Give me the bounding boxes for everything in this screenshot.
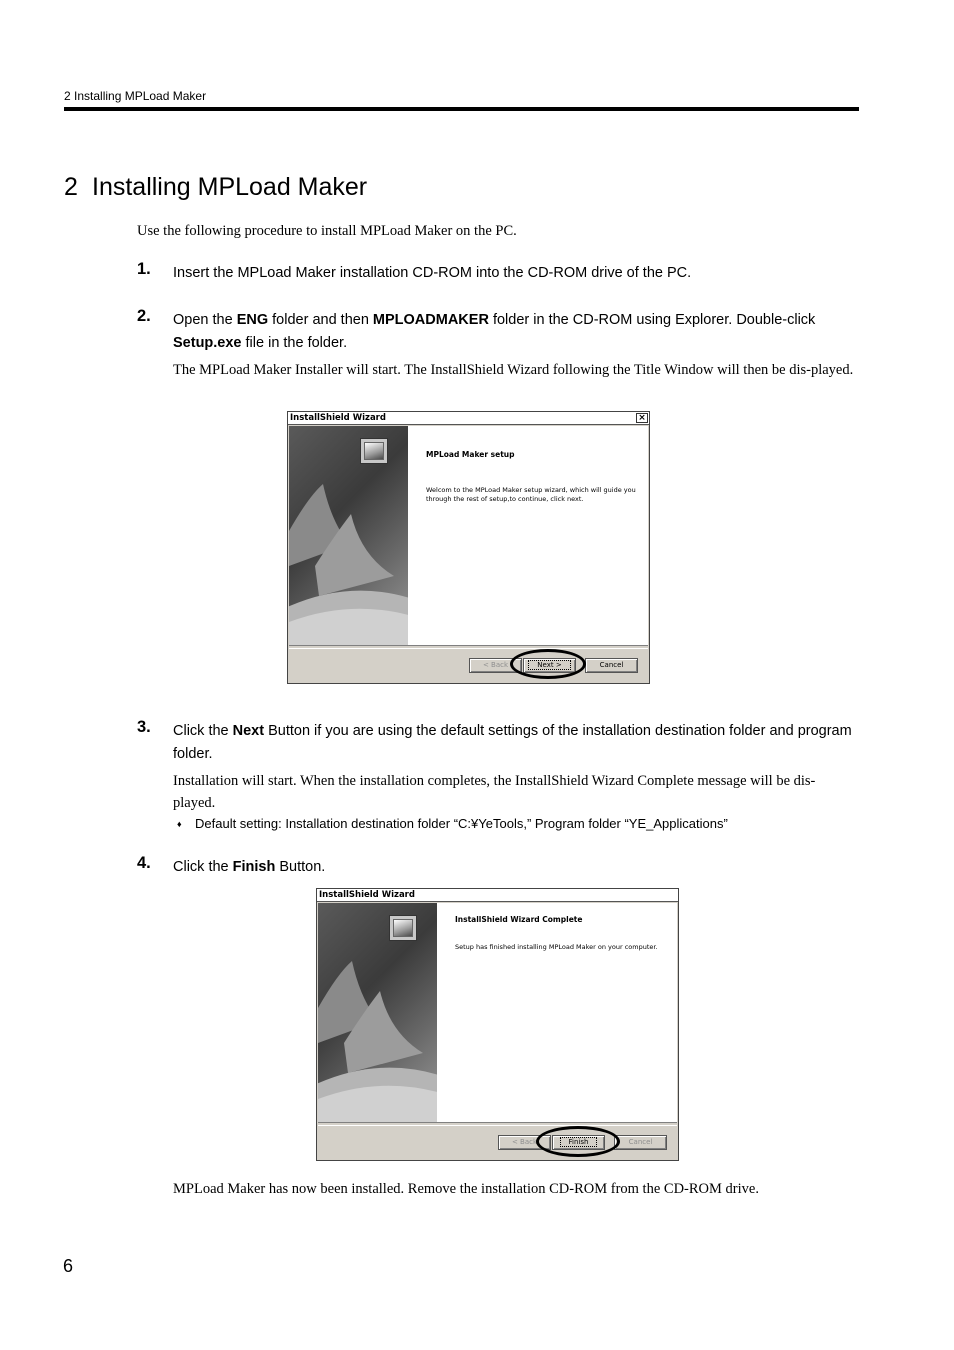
installer-logo-icon	[360, 438, 388, 464]
wizard-footer-divider	[289, 645, 648, 649]
step-4	[137, 856, 857, 879]
wizard-title: InstallShield Wizard	[290, 413, 386, 423]
step-number: 1.	[137, 260, 151, 278]
wizard-body: Welcom to the MPLoad Maker setup wizard, which will guide you through the rest of setup,to continue, click next.	[426, 486, 636, 503]
wizard-footer-divider	[318, 1122, 677, 1126]
wizard-side-graphic	[318, 903, 437, 1122]
step-text	[173, 309, 857, 355]
button-label: Cancel	[599, 661, 624, 669]
finish-label-bold: Finish	[232, 859, 276, 875]
step-text-part: folder in the CD-ROM using Explorer. Double-click	[488, 312, 816, 328]
button-label: < Back	[511, 1138, 538, 1146]
next-label-bold: Next	[232, 723, 265, 739]
page-number: 6	[63, 1256, 74, 1276]
section-number: 2	[64, 173, 78, 201]
step-description: Installation will start. When the installation completes, the InstallShield Wizard Complete message will be dis-played.	[173, 773, 816, 811]
step-1	[137, 262, 857, 285]
step-text	[173, 720, 857, 766]
step-number: 3.	[137, 718, 151, 736]
step-number: 2.	[137, 307, 151, 325]
wizard-art	[289, 426, 408, 645]
folder-name-eng: ENG	[236, 312, 269, 328]
cancel-button[interactable]	[585, 658, 638, 673]
wizard-art	[318, 903, 437, 1122]
installshield-wizard-complete	[316, 888, 679, 1161]
step-text-part: Click the	[173, 723, 233, 739]
wizard-titlebar	[317, 889, 678, 902]
wizard-content	[408, 426, 648, 645]
step-description: The MPLoad Maker Installer will start. The InstallShield Wizard following the Title Window will then be dis-played.	[173, 362, 854, 378]
highlight-ring	[536, 1126, 620, 1157]
running-header: 2 Installing MPLoad Maker	[64, 89, 207, 103]
wizard-title: InstallShield Wizard	[319, 890, 415, 900]
button-label: Cancel	[628, 1138, 653, 1146]
button-label: Finish	[560, 1137, 598, 1147]
button-label: Next >	[528, 660, 570, 670]
step-text-part: file in the folder.	[241, 335, 348, 351]
header-rule	[64, 107, 859, 111]
wizard-content	[437, 903, 677, 1122]
close-icon[interactable]: ×	[636, 413, 648, 423]
wizard-heading: MPLoad Maker setup	[426, 450, 515, 459]
section-title-text: Installing MPLoad Maker	[92, 173, 368, 201]
file-name-setup: Setup.exe	[173, 335, 242, 351]
wizard-heading: InstallShield Wizard Complete	[455, 915, 583, 924]
section-title	[64, 173, 367, 202]
step-text	[173, 856, 857, 879]
intro-text: Use the following procedure to install MPLoad Maker on the PC.	[137, 223, 517, 239]
step-text-part: Insert the MPLoad Maker installation CD-ROM into the CD-ROM drive of the PC.	[173, 265, 692, 281]
step-text-part: Button.	[275, 859, 326, 875]
wizard-side-graphic	[289, 426, 408, 645]
cancel-button[interactable]	[614, 1135, 667, 1150]
step-number: 4.	[137, 854, 151, 872]
step-text-part: Open the	[173, 312, 237, 328]
installshield-wizard-setup	[287, 411, 650, 684]
step-2	[137, 309, 857, 382]
installer-logo-icon	[389, 915, 417, 941]
default-setting-note	[177, 816, 857, 831]
highlight-ring	[510, 649, 586, 679]
button-label: < Back	[482, 661, 509, 669]
bullet-text: Default setting: Installation destination folder “C:¥YeTools,” Program folder “YE_Applications”	[195, 816, 728, 831]
wizard-titlebar	[288, 412, 649, 425]
step-text-part: folder and then	[268, 312, 373, 328]
folder-name-mploadmaker: MPLOADMAKER	[372, 312, 489, 328]
step-3	[137, 720, 857, 831]
wizard-body: Setup has finished installing MPLoad Maker on your computer.	[455, 943, 658, 951]
step-text	[173, 262, 857, 285]
bullet-diamond-icon: ♦	[177, 819, 182, 829]
step-text-part: Click the	[173, 859, 233, 875]
step-text-part: Button if you are using the default settings of the installation destination folder and program folder.	[173, 723, 852, 762]
closing-text: MPLoad Maker has now been installed. Remove the installation CD-ROM from the CD-ROM drive.	[173, 1181, 759, 1197]
